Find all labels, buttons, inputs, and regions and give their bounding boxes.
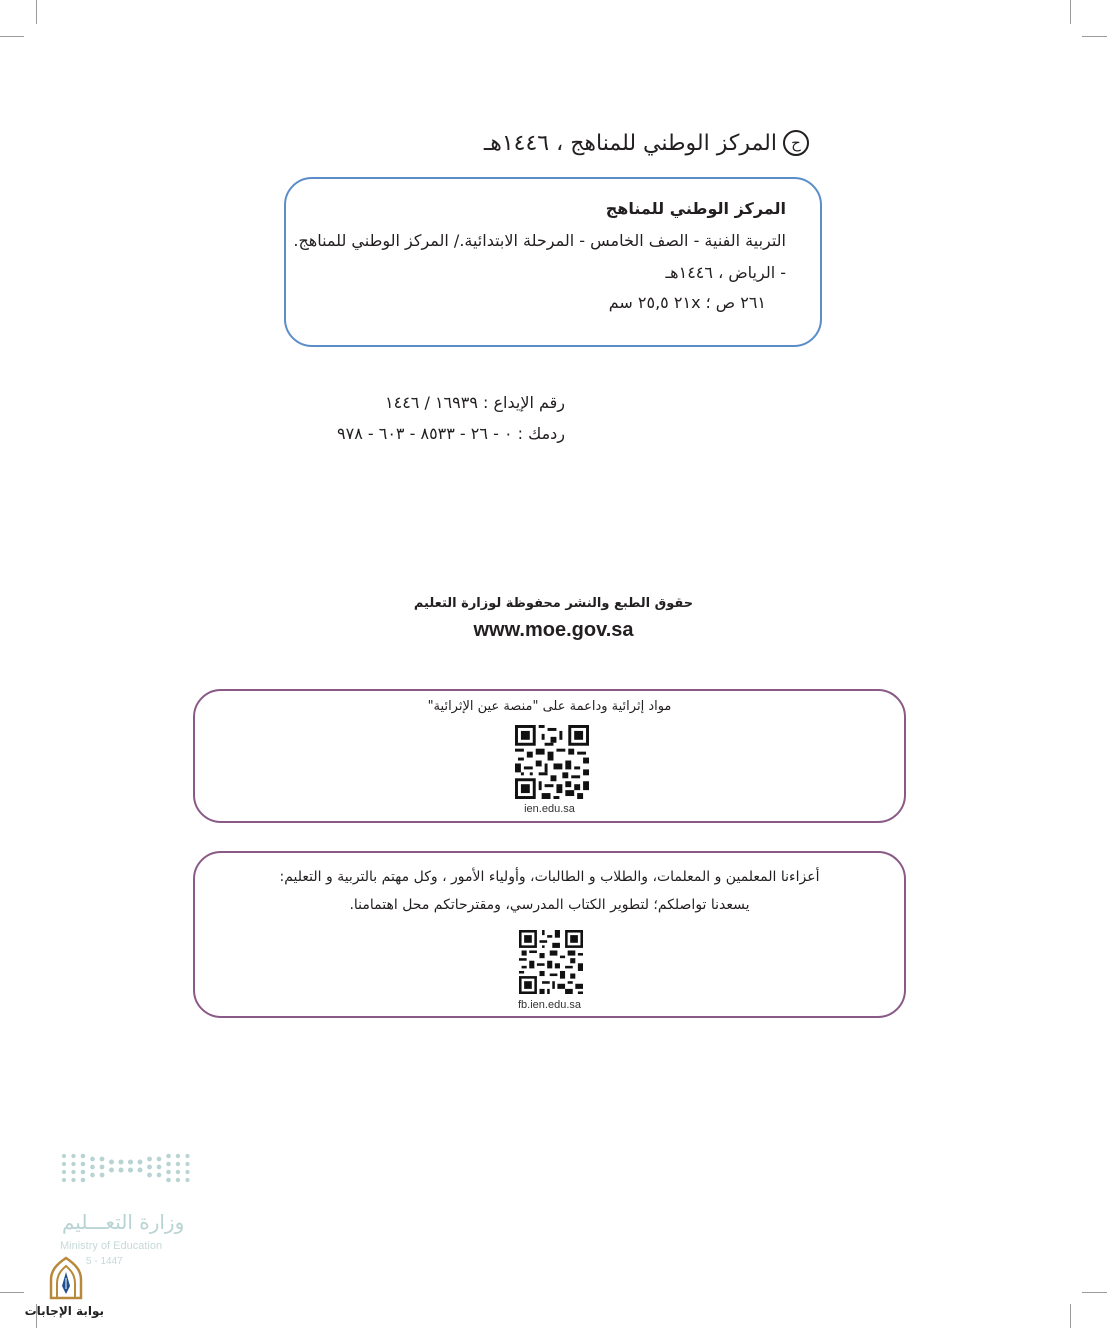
emblem-dot (100, 1165, 105, 1170)
emblem-dot (147, 1157, 152, 1162)
emblem-dot (90, 1165, 95, 1170)
emblem-dot (128, 1167, 133, 1172)
emblem-dot (90, 1157, 95, 1162)
ministry-english-name: Ministry of Education (60, 1240, 163, 1252)
emblem-dot (166, 1170, 170, 1174)
ien-qr-caption[interactable]: ien.edu.sa (524, 803, 575, 815)
emblem-dot (81, 1178, 85, 1182)
emblem-dot (109, 1168, 114, 1173)
emblem-dot (62, 1170, 66, 1174)
feedback-line-1: أعزاءنا المعلمين و المعلمات، والطلاب و الطالبات، وأولياء الأمور ، وكل مهتم بالتربية و التعليم: (279, 869, 820, 885)
ministry-logo (58, 1150, 208, 1267)
emblem-dot (118, 1167, 123, 1172)
emblem-dot (62, 1154, 66, 1158)
crop-mark-left-top (0, 36, 24, 37)
ien-platform-text: مواد إثرائية وداعمة على "منصة عين الإثرائية" (427, 699, 672, 714)
emblem-dot (185, 1154, 189, 1158)
emblem-dot (118, 1159, 123, 1164)
emblem-dot (71, 1178, 75, 1182)
emblem-dot (62, 1162, 66, 1166)
emblem-dot (147, 1173, 152, 1178)
deposit-number: رقم الإيداع : ١٦٩٣٩ / ١٤٤٦ (385, 393, 565, 412)
copyright-text: المركز الوطني للمناهج ، ١٤٤٦هـ (483, 130, 777, 156)
crop-mark-right-bottom (1082, 1292, 1107, 1293)
catalog-line-3: ٢٦١ ص ؛ ٢١x ٢٥,٥ سم (608, 293, 766, 312)
emblem-dot (157, 1173, 162, 1178)
copyright-line (484, 130, 809, 156)
emblem-dot (71, 1162, 75, 1166)
emblem-dot (100, 1157, 105, 1162)
isbn: ردمك : ٠ - ٢٦ - ٨٥٣٣ - ٦٠٣ - ٩٧٨ (337, 424, 565, 443)
emblem-dot (81, 1170, 85, 1174)
feedback-line-2: يسعدنا تواصلكم؛ لتطوير الكتاب المدرسي، ومقترحاتكم محل اهتمامنا. (349, 897, 750, 913)
feedback-qr-caption[interactable]: fb.ien.edu.sa (518, 999, 581, 1011)
emblem-dot (176, 1154, 180, 1158)
ministry-arabic-name: وزارة التعـــليم (62, 1210, 185, 1234)
emblem-dot (166, 1154, 170, 1158)
catalog-line-1: التربية الفنية - الصف الخامس - المرحلة الابتدائية./ المركز الوطني للمناهج. (293, 231, 786, 250)
portal-label: بوابة الإجابات (24, 1304, 104, 1318)
portal-pen-icon (45, 1256, 87, 1300)
emblem-dot (100, 1173, 105, 1178)
emblem-dot (71, 1154, 75, 1158)
crop-mark-bottom-right (1070, 1304, 1071, 1328)
answers-portal-logo (24, 1256, 104, 1318)
copyright-symbol: ح (783, 130, 809, 156)
rights-note: حقوق الطبع والنشر محفوظة لوزارة التعليم (413, 596, 694, 611)
ien-qr-code[interactable] (515, 725, 589, 799)
crop-mark-left-bottom (0, 1292, 24, 1293)
emblem-dot (166, 1178, 170, 1182)
crop-mark-top-right (1070, 0, 1071, 24)
catalog-publisher: المركز الوطني للمناهج (605, 199, 786, 218)
emblem-dot (176, 1162, 180, 1166)
emblem-dot (157, 1157, 162, 1162)
emblem-dot (138, 1168, 143, 1173)
emblem-dot (176, 1178, 180, 1182)
emblem-dot (81, 1154, 85, 1158)
emblem-dot (157, 1165, 162, 1170)
feedback-qr-code[interactable] (519, 930, 583, 994)
emblem-dot (166, 1162, 170, 1166)
emblem-dot (185, 1170, 189, 1174)
emblem-dot (185, 1178, 189, 1182)
emblem-dot (138, 1160, 143, 1165)
emblem-dot (147, 1165, 152, 1170)
ministry-dots-emblem (58, 1150, 198, 1198)
cataloging-box (284, 177, 822, 347)
emblem-dot (71, 1170, 75, 1174)
emblem-dot (109, 1160, 114, 1165)
ien-platform-box (193, 689, 906, 823)
crop-mark-right-top (1082, 36, 1107, 37)
emblem-dot (81, 1162, 85, 1166)
emblem-dot (62, 1178, 66, 1182)
emblem-dot (185, 1162, 189, 1166)
emblem-dot (128, 1159, 133, 1164)
catalog-line-2: - الرياض ، ١٤٤٦هـ (665, 263, 786, 282)
feedback-box (193, 851, 906, 1018)
ministry-year: 5 - 1447 (86, 1256, 123, 1267)
crop-mark-top-left (36, 0, 37, 24)
emblem-dot (90, 1173, 95, 1178)
emblem-dot (176, 1170, 180, 1174)
ministry-website-link[interactable]: www.moe.gov.sa (473, 619, 634, 641)
